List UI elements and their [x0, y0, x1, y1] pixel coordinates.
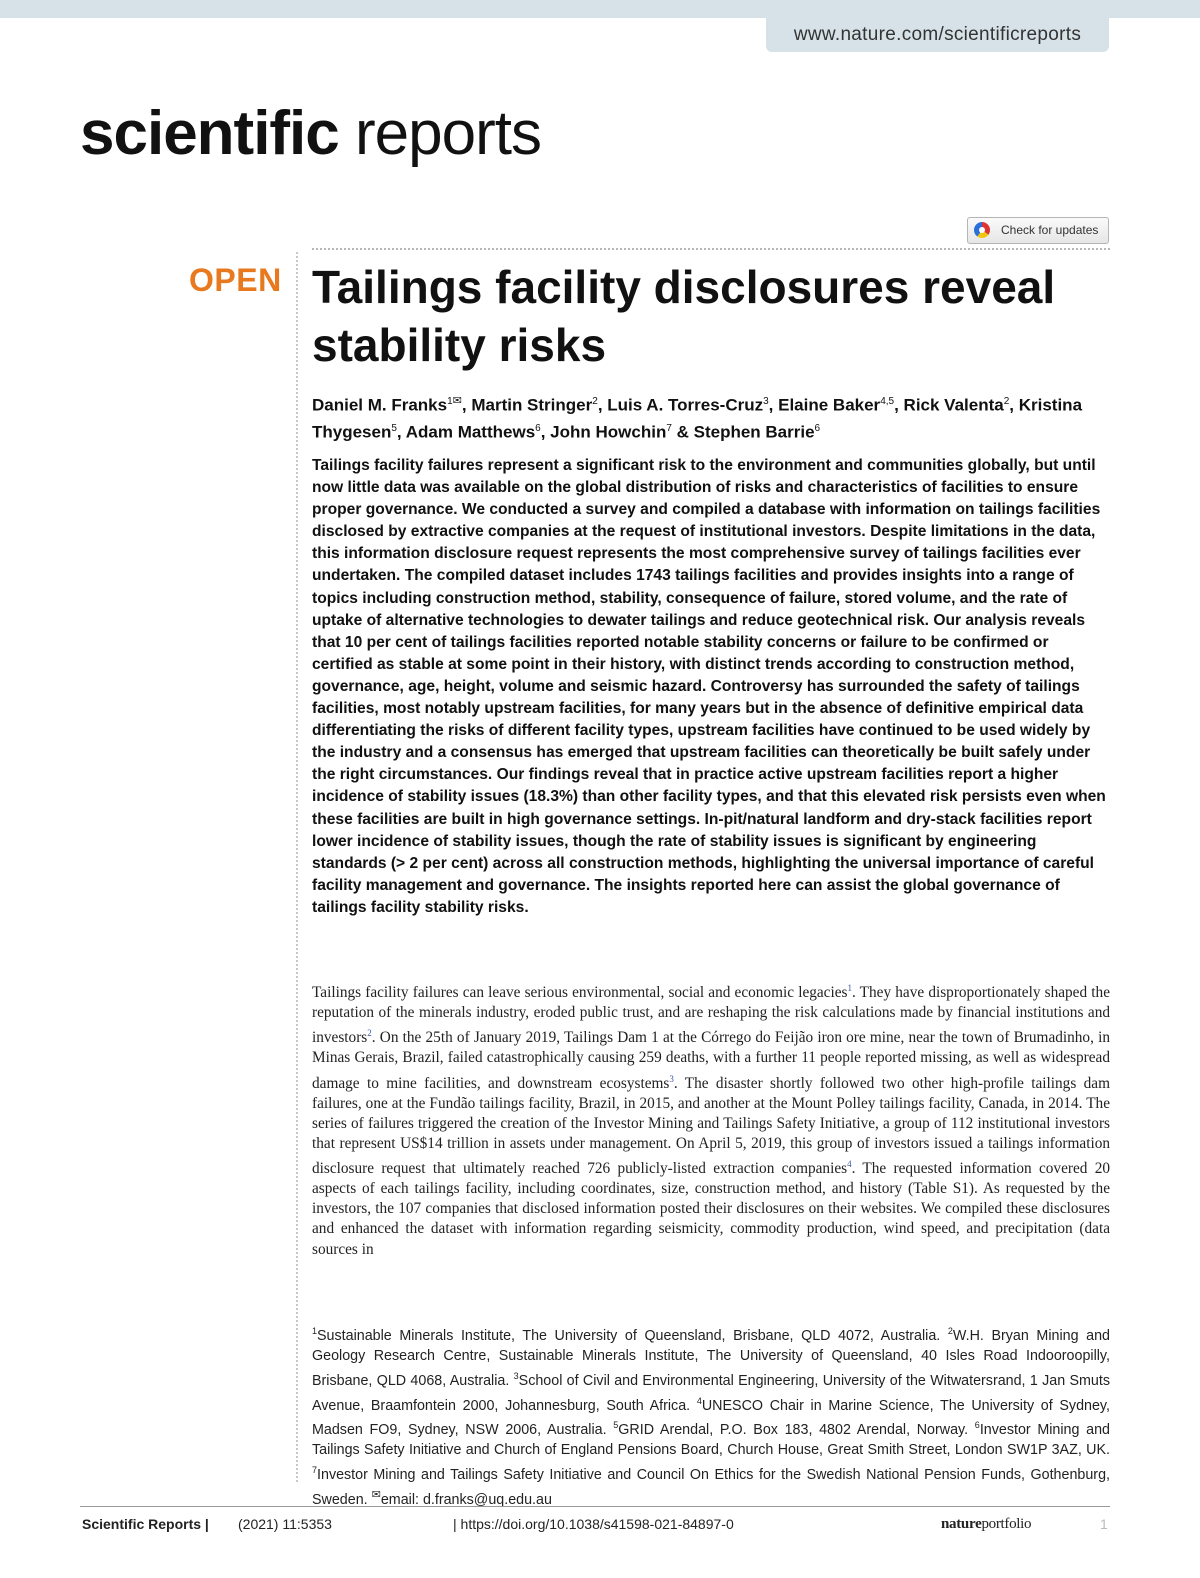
abstract: Tailings facility failures represent a significant risk to the environment and communities globally, but until now little data was available on the global distribution of risks and characteristics of facilities to ensure proper governance. We conducted a survey and compiled a database with information on tailings facilities disclosed by extractive companies at the request of institutional investors. Despite limitations in the data, this information disclosure request represents the most comprehensive survey of tailings facilities ever undertaken. The compiled dataset includes 1743 tailings facilities and provides insights into a range of topics including construction method, stability, consequence of failure, stored volume, and the rate of uptake of alternative technologies to dewater tailings and reduce geotechnical risk. Our analysis reveals that 10 per cent of tailings facilities reported notable stability concerns or failure to be confirmed or certified as stable at some point in their history, with distinct trends according to construction method, governance, age, height, volume and seismic hazard. Controversy has surrounded the safety of tailings facilities, most notably upstream facilities, for many years but in the absence of definitive empirical data differentiating the risks of different facility types, upstream facilities have continued to be used widely by the industry and a consensus has emerged that upstream facilities can theoretically be built safely under the right circumstances. Our findings reveal that in practice active upstream facilities report a higher incidence of stability issues (18.3%) than other facility types, and that this elevated risk persists even when these facilities are built in high governance settings. In-pit/natural landform and dry-stack facilities report lower incidence of stability issues, though the rate of stability issues is significant by engineering standards (> 2 per cent) across all construction methods, highlighting the universal importance of careful facility management and governance. The insights reported here can assist the global governance of tailings facility stability risks. [312, 457, 1106, 916]
page-number: 1 [1100, 1516, 1108, 1532]
journal-logo-bold: scientific [80, 99, 339, 168]
footer-divider [80, 1506, 1110, 1507]
body-text: Tailings facility failures can leave serious environmental, social and economic legacies$^1$. They have disproportionately shaped the reputation of the minerals industry, eroded public trust, and are reshaping the risk calculations made by financial institutions and investors$^2$. On the 25th of January 2019, Tailings Dam 1 at the Córrego do Feijão iron ore mine, near the town of Brumadinho, in Minas Gerais, Brazil, failed catastrophically causing 259 deaths, with a further 11 people reported missing, as well as widespread damage to mine facilities, and downstream ecosystems$^3$. The disaster shortly followed two other high-profile tailings dam failures, one at the Fundão tailings facility, Brazil, in 2015, and another at the Mount Polley tailings facility, Canada, in 2014. The series of failures triggered the creation of the Investor Mining and Tailings Safety Initiative, a group of 112 institutional investors that represent US$14 trillion in assets under management. On April 5, 2019, this group of investors issued a tailings information disclosure request that ultimately reached 726 publicly-listed extraction companies$^4$. The requested information covered 20 aspects of each tailings facility, including coordinates, size, construction method, and history (Table S1). As requested by the investors, the 107 companies that disclosed information posted their disclosures on their websites. We compiled these disclosures and enhanced the dataset with information regarding seismicity, commodity production, wind speed, and precipitation (data sources in [312, 983, 1110, 1258]
footer-volume: (2021) 11:5353 [238, 1516, 332, 1532]
journal-logo[interactable] [80, 98, 541, 169]
margin-divider [296, 252, 298, 1482]
publisher-logo-bold: nature [941, 1516, 982, 1532]
publisher-logo-light: portfolio [981, 1516, 1032, 1532]
footer-doi[interactable]: | https://doi.org/10.1038/s41598-021-84897-0 [453, 1516, 734, 1532]
author-list[interactable]: Daniel M. Franks$^{1✉}$, Martin Stringer$^2$, Luis A. Torres-Cruz$^3$, Elaine Baker$^{4,5}$, Rick Valenta$^2$, Kristina Thygesen$^5$, Adam Matthews$^6$, John Howchin$^7$ & Stephen Barrie$^6$ [312, 395, 1083, 442]
journal-url[interactable]: www.nature.com/scientificreports [766, 18, 1109, 52]
footer-journal: Scientific Reports | [82, 1516, 209, 1532]
affiliations: $^1$Sustainable Minerals Institute, The University of Queensland, Brisbane, QLD 4072, Australia. $^2$W.H. Bryan Mining and Geology Research Centre, Sustainable Minerals Institute, The University of Queensland, 40 Isles Road Indooroopilly, Brisbane, QLD 4068, Australia. $^3$School of Civil and Environmental Engineering, University of the Witwatersrand, 1 Jan Smuts Avenue, Braamfontein 2000, Johannesburg, South Africa. $^4$UNESCO Chair in Marine Science, The University of Sydney, Madsen FO9, Sydney, NSW 2006, Australia. $^5$GRID Arendal, P.O. Box 183, 4802 Arendal, Norway. $^6$Investor Mining and Tailings Safety Initiative and Church of England Pensions Board, Church House, Great Smith Street, London SW1P 3AZ, UK. $^7$Investor Mining and Tailings Safety Initiative and Council On Ethics for the Swedish National Pension Funds, Gothenburg, Sweden. ✉email: d.franks@uq.edu.au [312, 1326, 1110, 1508]
top-bar [0, 0, 1200, 18]
crossmark-icon [974, 222, 990, 238]
article-title: Tailings facility disclosures reveal stability risks [312, 261, 1056, 371]
check-updates-label: Check for updates [1001, 223, 1099, 237]
journal-logo-light: reports [355, 99, 541, 168]
check-updates-button[interactable] [967, 217, 1109, 244]
header-divider [312, 248, 1110, 250]
publisher-logo [941, 1516, 1031, 1533]
open-access-badge: OPEN [189, 262, 282, 298]
